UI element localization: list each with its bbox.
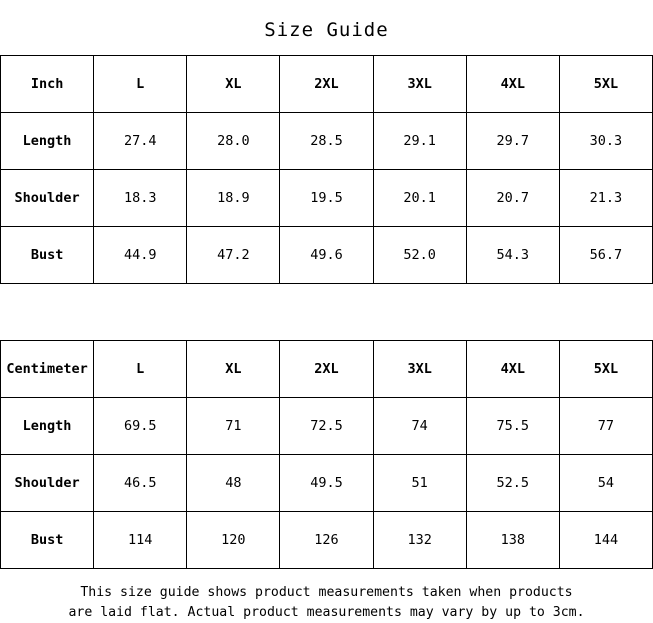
cell-value: 72.5 xyxy=(280,398,373,455)
cell-value: 77 xyxy=(559,398,652,455)
row-label-shoulder: Shoulder xyxy=(1,170,94,227)
cell-value: 56.7 xyxy=(559,227,652,284)
cell-value: 120 xyxy=(187,512,280,569)
column-header-l: L xyxy=(94,341,187,398)
table-header-row xyxy=(1,341,653,398)
cell-value: 21.3 xyxy=(559,170,652,227)
table-row xyxy=(1,170,653,227)
row-label-bust: Bust xyxy=(1,227,94,284)
column-header-3xl: 3XL xyxy=(373,341,466,398)
cell-value: 52.5 xyxy=(466,455,559,512)
cell-value: 18.9 xyxy=(187,170,280,227)
cell-value: 30.3 xyxy=(559,113,652,170)
column-header-5xl: 5XL xyxy=(559,56,652,113)
cell-value: 75.5 xyxy=(466,398,559,455)
cell-value: 114 xyxy=(94,512,187,569)
column-header-4xl: 4XL xyxy=(466,341,559,398)
cell-value: 69.5 xyxy=(94,398,187,455)
cell-value: 20.1 xyxy=(373,170,466,227)
page-title: Size Guide xyxy=(264,19,389,41)
column-header-l: L xyxy=(94,56,187,113)
cell-value: 49.5 xyxy=(280,455,373,512)
table-header-row xyxy=(1,56,653,113)
size-table-inch xyxy=(0,55,653,284)
cell-value: 19.5 xyxy=(280,170,373,227)
cell-value: 27.4 xyxy=(94,113,187,170)
cell-value: 44.9 xyxy=(94,227,187,284)
column-header-3xl: 3XL xyxy=(373,56,466,113)
table-spacer xyxy=(0,284,653,340)
row-label-shoulder: Shoulder xyxy=(1,455,94,512)
cell-value: 20.7 xyxy=(466,170,559,227)
cell-value: 71 xyxy=(187,398,280,455)
unit-label-inch: Inch xyxy=(1,56,94,113)
cell-value: 51 xyxy=(373,455,466,512)
unit-label-centimeter: Centimeter xyxy=(1,341,94,398)
cell-value: 138 xyxy=(466,512,559,569)
size-table-centimeter xyxy=(0,340,653,569)
footer-note xyxy=(0,569,653,623)
cell-value: 28.5 xyxy=(280,113,373,170)
row-label-length: Length xyxy=(1,398,94,455)
cell-value: 48 xyxy=(187,455,280,512)
table-row xyxy=(1,512,653,569)
cell-value: 132 xyxy=(373,512,466,569)
table-row xyxy=(1,455,653,512)
row-label-bust: Bust xyxy=(1,512,94,569)
cell-value: 126 xyxy=(280,512,373,569)
cell-value: 54 xyxy=(559,455,652,512)
cell-value: 28.0 xyxy=(187,113,280,170)
cell-value: 29.1 xyxy=(373,113,466,170)
cell-value: 18.3 xyxy=(94,170,187,227)
cell-value: 46.5 xyxy=(94,455,187,512)
column-header-xl: XL xyxy=(187,341,280,398)
cell-value: 52.0 xyxy=(373,227,466,284)
table-row xyxy=(1,398,653,455)
cell-value: 47.2 xyxy=(187,227,280,284)
column-header-2xl: 2XL xyxy=(280,341,373,398)
column-header-5xl: 5XL xyxy=(559,341,652,398)
footer-note-line-2: are laid flat. Actual product measurements may vary by up to 3cm. xyxy=(68,605,585,620)
table-row xyxy=(1,227,653,284)
column-header-xl: XL xyxy=(187,56,280,113)
table-row xyxy=(1,113,653,170)
cell-value: 54.3 xyxy=(466,227,559,284)
row-label-length: Length xyxy=(1,113,94,170)
cell-value: 74 xyxy=(373,398,466,455)
cell-value: 29.7 xyxy=(466,113,559,170)
cell-value: 49.6 xyxy=(280,227,373,284)
column-header-4xl: 4XL xyxy=(466,56,559,113)
footer-note-line-1: This size guide shows product measurements taken when products xyxy=(80,585,573,600)
cell-value: 144 xyxy=(559,512,652,569)
column-header-2xl: 2XL xyxy=(280,56,373,113)
